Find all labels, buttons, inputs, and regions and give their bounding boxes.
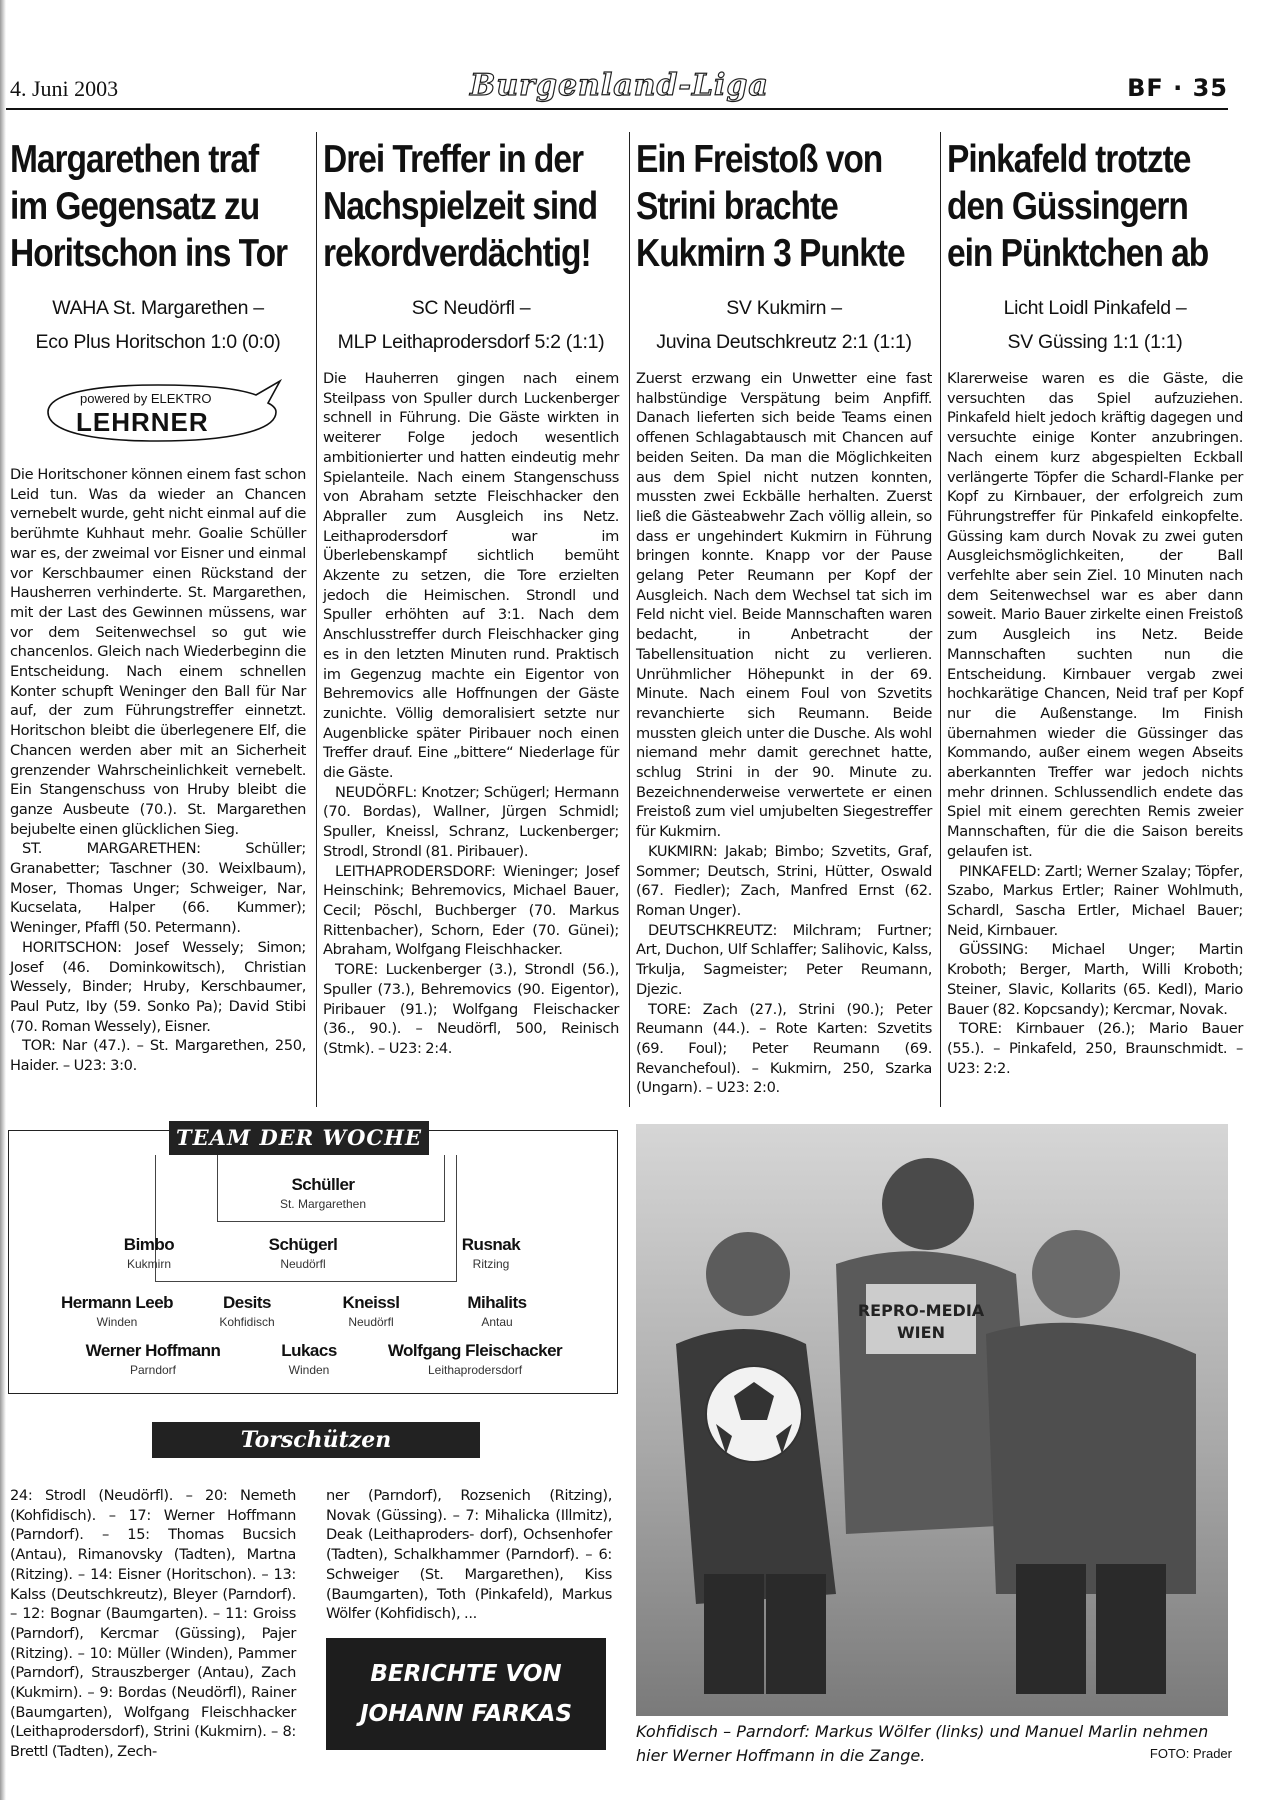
photo-credit: FOTO: Prader [1149,1746,1232,1761]
match-photo [636,1124,1228,1716]
match-result: WAHA St. Margarethen – Eco Plus Horitschon 1:0 (0:0) [35,297,281,353]
article-kukmirn [636,136,932,1098]
page-edge-shadow [0,0,6,1800]
match-result: SV Kukmirn – Juvina Deutschkreutz 2:1 (1:1) [656,297,912,353]
reporter-box: BERICHTE VON JOHANN FARKAS [326,1638,606,1750]
article-body: Zuerst erzwang ein Unwetter eine fast halbstündige Verspätung beim Anpfiff. Danach lieferten sich beide Teams einen offenen Schlagabtausch mit Chancen auf beiden Seiten. Da man die Möglichkeiten aus dem Spiel nicht nutzen konnten, mussten zwei Eckbälle herhalten. Zuerst ließ die Gästeabwehr Zach völlig allein, so dass er ungehindert Kukmirn in Führung bringen konnte. Knapp vor der Pause gelang Peter Reumann per Kopf der Ausgleich. Nach dem Wechsel tat sich im Feld nicht viel. Beide Mannschaften waren bedacht, in Anbetracht der Tabellensituation nicht zu verlieren. Unrühmlicher Höhepunkt in der 69. Minute. Nach einem Foul von Szvetits revanchierte sich Reumann. Beide mussten gleich unter die Dusche. Als wohl niemand mehr damit gerechnet hatte, schlug Strini in der 90. Minute zu. Bezeichnenderweise verwertete er einen Freistoß zum viel umjubelten Siegestreffer für Kukmirn. KUKMIRN: Jakab; Bimbo; Szvetits, Graf, Sommer; Deutsch, Strini, Hütter, Oswald (67. Fiedler); Zach, Manfred Ernst (62. Roman Unger). DEUTSCHKREUTZ: Milchram; Furtner; Art, Duchon, Ulf Schlaffer; Salihovic, Kalss, Trkulja, Sagmeister; Peter Reumann, Djezic. TORE: Zach (27.), Strini (90.); Peter Reumann (44.). – Rote Karten: Szvetits (69. Foul); Peter Reumann (69. Revanchefoul). – Kukmirn, 250, Szarka (Ungarn). – U23: 2:0. [636,370,932,1097]
player-goalkeeper: Schüller St. Margarethen [279,1175,367,1211]
football-players-image [636,1124,1228,1716]
scorers-list: 24: Strodl (Neudörfl). – 20: Nemeth (Kohfidisch). – 17: Werner Hoffmann (Parndorf). – 15: Thomas Bucsich (Antau), Rimanovsky (Tadten), Martna (Ritzing). – 14: Eisner (Horitschon). – 13: Kalss (Deutschkreutz), Bleyer (Parndorf). – 12: Bognar (Baumgarten). – 11: Groiss (Parndorf), Kercmar (Güssing), Pajer (Ritzing). – 10: Müller (Winden), Pammer (Parndorf), Strauszberger (Antau), Zach (Kukmirn). – 9: Bordas (Neudörfl), Rainer (Baumgarten), Wolfgang Fleischhacker (Leithaprodersdorf), Strini (Kukmirn). – 8: Brettl (Tadten), Zech- [10,1487,296,1761]
player-forward: Wolfgang Fleischacker Leithaprodersdorf [387,1341,563,1377]
sponsor-name: LEHRNER [76,407,209,437]
page-number: BF · 35 [1127,74,1228,102]
sponsor-powered-by: powered by ELEKTRO [80,391,212,406]
header-rule [6,108,1228,110]
article-headline: Ein Freistoß von Strini brachte Kukmirn 3 Punkte [636,138,905,275]
player-defender: Rusnak Ritzing [461,1235,521,1271]
player-midfielder: Hermann Leeb Winden [60,1293,174,1329]
article-body: Die Hauherren gingen nach einem Steilpass von Spuller durch Luckenberger schnell in Führung. Die Gäste wirkten in weiterer Folge jedoch wesentlich ambitionierter und hatten eindeutig mehr Spielanteile. Nach einem Stangenschuss von Abraham setzte Fleischhacker den Abpraller zum Ausgleich ins Netz. Leithaprodersdorf war im Überlebenskampf sichtlich bemüht Akzente zu setzen, die Tore erzielten jedoch die Heimischen. Strondl und Spuller erhöhten auf 3:1. Nach dem Anschlusstreffer durch Fleischhacker ging es in den letzten Minuten rund. Praktisch im Gegenzug machte ein Eigentor von Behremovics alle Hoffnungen der Gäste zunichte. Völlig demoralisiert setzte nur Augenblicke später Piribauer noch einen Treffer drauf. Eine „bittere“ Niederlage für die Gäste. NEUDÖRFL: Knotzer; Schügerl; Hermann (70. Bordas), Wallner, Jürgen Schmidl; Spuller, Kneissl, Schranz, Luckenberger; Strodl, Strondl (81. Piribauer). LEITHAPRODERSDORF: Wieninger; Josef Heinschink; Behremovics, Michael Bauer, Cecil; Pöschl, Buchberger (70. Markus Rittenbacher), Schorn, Eder (70. Günei); Abraham, Wolfgang Fleischhacker. TORE: Luckenberger (3.), Strondl (56.), Spuller (73.), Behremovics (90. Eigentor), Piribauer (91.); Wolfgang Fleischacker (36., 90.). – Neudörfl, 500, Reinisch (Stmk). – U23: 2:4. [323,370,619,1057]
article-neudoerfl [323,136,619,1059]
article-margarethen [10,136,306,1076]
article-body: Klarerweise waren es die Gäste, die versuchten das Spiel aufzuziehen. Pinkafeld hielt jedoch kräftig dagegen und versuchte einige Konter anzubringen. Nach einem kurz abgespielten Eckball verlängerte Töpfer die Schardl-Flanke per Kopf zu Kirnbauer, der erfolgreich zum Führungstreffer für Pinkafeld einkopfelte. Güssing kam durch Novak zu zwei guten Ausgleichsmöglichkeiten, der Ball verfehlte aber sein Ziel. 10 Minuten nach dem Seitenwechsel war es aber dann soweit. Mario Bauer zirkelte einen Freistoß zum Ausgleich ins Netz. Beide Mannschaften suchten nun die Entscheidung. Kirnbauer vergab zwei hochkarätige Chancen, Neid traf per Kopf nur die Außenstange. Im Finish übernahmen wieder die Güssinger das Kommando, außer einem wegen Abseits aberkannten Treffer war jedoch nichts mehr drinnen. Schlussendlich endete das Spiel mit einem gerechten Remis zweier Mannschaften, für die die Saison bereits gelaufen ist. PINKAFELD: Zartl; Werner Szalay; Töpfer, Szabo, Markus Ertler; Rainer Wohlmuth, Schardl, Sascha Ertler, Michael Bauer; Neid, Kirnbauer. GÜSSING: Michael Unger; Martin Kroboth; Berger, Marth, Willi Kroboth; Steiner, Slavic, Kollarits (65. Kedl), Mario Bauer (82. Kopcsandy); Kercmar, Novak. TORE: Kirnbauer (26.); Mario Bauer (55.). – Pinkafeld, 250, Braunschmidt. – U23: 2:2. [947,370,1243,1077]
column-divider [940,132,941,1107]
player-midfielder: Kneissl Neudörfl [342,1293,400,1329]
player-defender: Bimbo Kukmirn [123,1235,175,1271]
match-result: SC Neudörfl – MLP Leithaprodersdorf 5:2 (1:1) [337,297,605,353]
article-headline: Pinkafeld trotzte den Güssingern ein Pünktchen ab [947,138,1209,275]
team-of-the-week-title: TEAM DER WOCHE [169,1121,429,1155]
section-title: Burgenland-Liga [470,68,769,103]
column-divider [629,132,630,1107]
team-of-the-week [8,1125,618,1394]
player-midfielder: Desits Kohfidisch [219,1293,275,1329]
article-headline: Drei Treffer in der Nachspielzeit sind rekordverdächtig! [323,138,598,275]
scorers-list-continued: ner (Parndorf), Rozsenich (Ritzing), Novak (Güssing). – 7: Mihalicka (Illmitz), Deak (Leithaproders- dorf), Ochsenhofer (Tadten), Schalkhammer (Parndorf). – 6: Schweiger (St. Margarethen), Kiss (Baumgarten), Toth (Pinkafeld), Markus Wölfer (Kohfidisch), ... [326,1487,612,1623]
player-defender: Schügerl Neudörfl [268,1235,338,1271]
column-divider [316,132,317,1107]
scorers-title: Torschützen [152,1422,480,1458]
player-midfielder: Mihalits Antau [467,1293,527,1329]
article-body: Die Horitschoner können einem fast schon Leid tun. Was da wieder an Chancen vernebelt wurde, geht nicht einmal auf die berühmte Kuhhaut mehr. Goalie Schüller war es, der zweimal vor Eisner und einmal vor Kerschbaumer einen Rückstand der Hausherren verhinderte. St. Margarethen, mit der Last des Gewinnen müssens, war vor dem Seitenwechsel so gut wie chancenlos. Gleich nach Wiederbeginn die Entscheidung. Nach einem schnellen Konter schupft Weninger den Ball für Nar auf, der zum Führungstreffer einnetzt. Horitschon bleibt die überlegenere Elf, die Chancen werden aber mit an Sicherheit grenzender Wahrscheinlichkeit vernebelt. Ein Stangenschuss von Hruby bleibt die ganze Ausbeute (70.). St. Margarethen bejubelte einen glücklichen Sieg. ST. MARGARETHEN: Schüller; Granabetter; Taschner (30. Weixlbaum), Moser, Thomas Unger; Schweiger, Nar, Kucselata, Halper (66. Kummer); Weninger, Pfaffl (50. Petermann). HORITSCHON: Josef Wessely; Simon; Josef (46. Dominkowitsch), Christian Wessely, Binder; Hruby, Kerschbaumer, Paul Putz, Iby (59. Sonko Pa); David Stibi (70. Roman Wessely), Eisner. TOR: Nar (47.). – St. Margarethen, 250, Haider. – U23: 3:0. [10,466,306,1075]
player-forward: Lukacs Winden [281,1341,337,1377]
issue-date: 4. Juni 2003 [10,76,119,101]
photo-caption: Kohfidisch – Parndorf: Markus Wölfer (links) und Manuel Marlin nehmen hier Werner Hoffmann in die Zange. [636,1722,1209,1765]
shirt-sponsor-city: WIEN [897,1323,945,1342]
sponsor-logo [18,373,298,451]
player-forward: Werner Hoffmann Parndorf [85,1341,221,1377]
shirt-sponsor: REPRO-MEDIA [857,1301,985,1320]
article-pinkafeld [947,136,1243,1078]
match-result: Licht Loidl Pinkafeld – SV Güssing 1:1 (1:1) [1003,297,1187,353]
article-headline: Margarethen traf im Gegensatz zu Horitschon ins Tor [10,138,288,275]
